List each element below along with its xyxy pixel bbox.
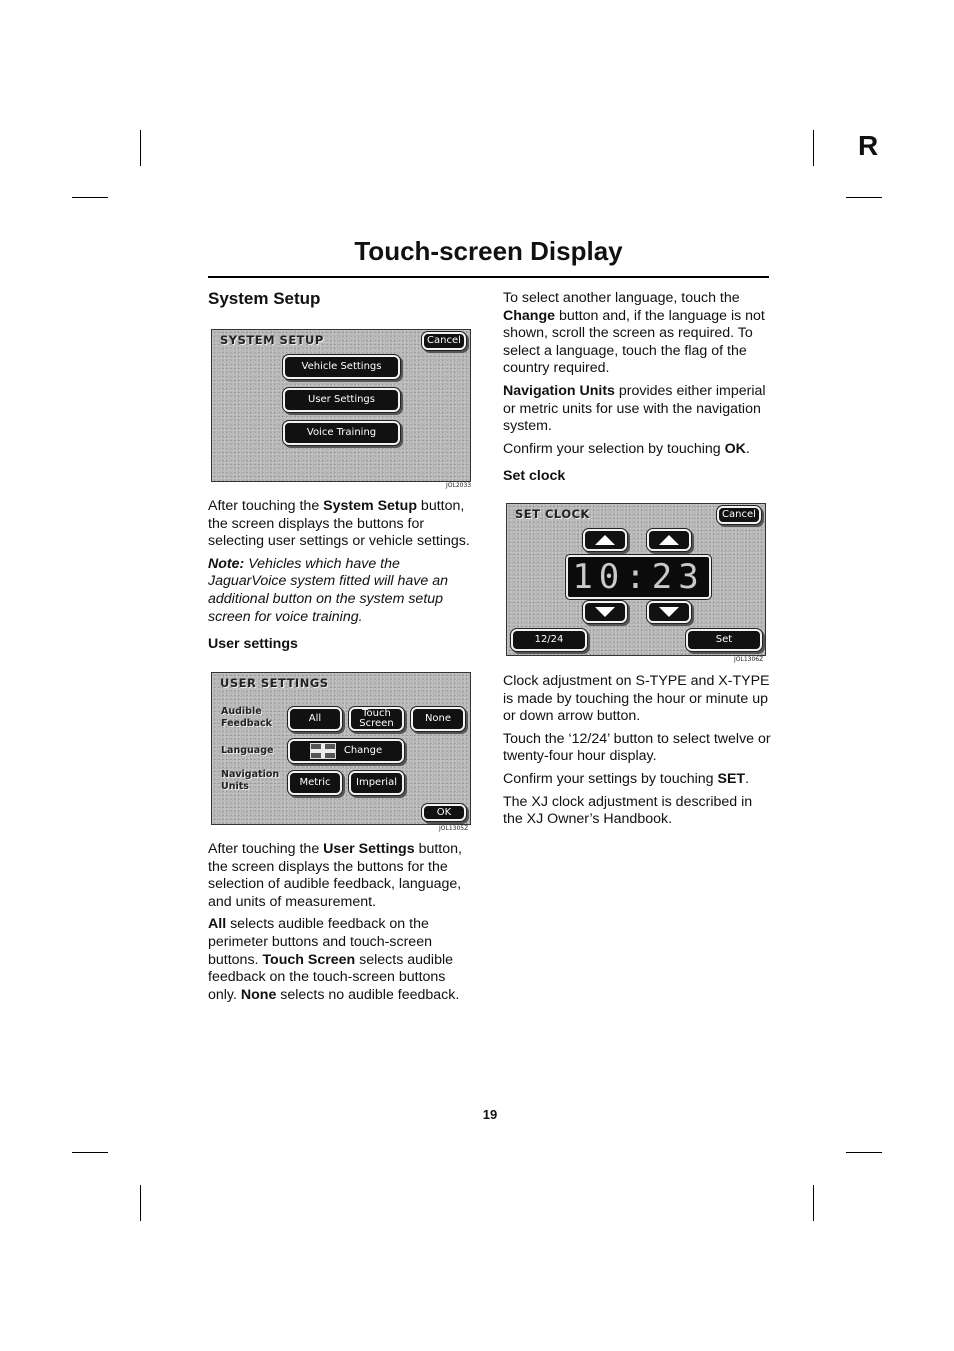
paragraph: The XJ clock adjustment is described in the XJ Owner’s Handbook. — [503, 793, 753, 828]
audible-feedback-label: Audible Feedback — [221, 706, 272, 729]
touch-screen-button[interactable]: Touch Screen — [349, 707, 404, 731]
paragraph — [503, 441, 769, 459]
figure-ref: JOL1305Z — [439, 825, 469, 832]
ok-button[interactable]: OK — [422, 804, 466, 821]
paragraph — [208, 498, 478, 551]
screen-title: SYSTEM SETUP — [220, 333, 324, 347]
clock-display: 10:23 — [566, 555, 711, 599]
page-number: 19 — [482, 1107, 498, 1122]
left-column-text-1 — [208, 498, 478, 659]
voice-training-button[interactable]: Voice Training — [283, 421, 400, 445]
text: button, the screen displays the buttons for the selection of audible feedback, language, and units of measurement. — [208, 841, 462, 910]
crop-mark — [846, 1152, 882, 1153]
text-bold: OK — [724, 440, 746, 457]
note — [208, 556, 478, 626]
screen-title: SET CLOCK — [515, 507, 590, 521]
text-bold: Navigation Units — [503, 382, 615, 399]
right-column-text-2 — [503, 673, 771, 834]
paragraph: Touch the ‘12/24’ button to select twelve or twenty-four hour display. — [503, 730, 771, 765]
hour-down-button[interactable] — [583, 601, 627, 623]
text: Confirm your settings by touching — [503, 770, 718, 787]
text: After touching the — [208, 841, 324, 857]
subheading-user-settings: User settings — [208, 636, 298, 653]
set-button[interactable]: Set — [686, 629, 762, 651]
text: button and, if the language is not shown, scroll the screen as required. To select a language, touch the flag of the country required. — [503, 307, 765, 377]
text: Confirm your selection by touching — [503, 440, 725, 457]
crop-mark — [813, 1185, 814, 1221]
figure-ref: JOL2033 — [446, 482, 472, 489]
change-label: Change — [343, 745, 383, 756]
system-setup-screen — [211, 329, 471, 482]
language-label: Language — [221, 745, 274, 756]
arrow-down-icon — [595, 607, 615, 617]
crop-mark — [846, 197, 882, 198]
crop-mark — [140, 1185, 141, 1221]
minute-up-button[interactable] — [647, 529, 691, 551]
left-column — [208, 290, 478, 308]
crop-mark — [140, 130, 141, 166]
vehicle-settings-button[interactable]: Vehicle Settings — [283, 355, 400, 379]
navigation-units-label: Navigation Units — [221, 769, 280, 792]
set-clock-screen — [506, 503, 766, 656]
note-text: Vehicles which have the JaguarVoice system fitted will have an additional button on the system setup screen for voice training. — [208, 555, 448, 625]
text: selects audible feedback on the touch-screen buttons only. — [208, 951, 453, 1003]
subheading-set-clock: Set clock — [503, 468, 566, 485]
crop-mark — [813, 130, 814, 166]
left-column-text-2 — [208, 841, 478, 1009]
arrow-up-icon — [659, 535, 679, 545]
cancel-button[interactable]: Cancel — [422, 332, 466, 350]
text: . — [745, 440, 750, 457]
screen-title: USER SETTINGS — [220, 676, 329, 690]
text: . — [745, 770, 750, 787]
text: To select another language, touch the — [503, 290, 740, 306]
section-letter: R — [858, 130, 879, 161]
12-24-button[interactable]: 12/24 — [511, 629, 587, 651]
none-button[interactable]: None — [411, 707, 465, 731]
change-language-button[interactable] — [288, 739, 404, 763]
user-settings-screen — [211, 672, 471, 825]
paragraph — [503, 290, 769, 378]
paragraph — [503, 383, 769, 436]
figure-ref: JOL1306Z — [734, 656, 764, 663]
page-title: Touch-screen Display — [354, 236, 623, 266]
arrow-down-icon — [659, 607, 679, 617]
user-settings-button[interactable]: User Settings — [283, 388, 400, 412]
note-label: Note: — [208, 555, 245, 572]
text-bold: SET — [717, 770, 746, 787]
union-flag-icon — [310, 743, 336, 759]
paragraph — [503, 771, 771, 789]
text: selects no audible feedback. — [276, 986, 460, 1003]
paragraph — [208, 916, 478, 1004]
text: selects audible feedback on the perimeter buttons and touch-screen buttons. — [208, 916, 432, 968]
cancel-button[interactable]: Cancel — [717, 506, 761, 524]
text-bold: Change — [503, 307, 556, 324]
paragraph — [208, 841, 478, 911]
all-button[interactable]: All — [288, 707, 342, 731]
arrow-up-icon — [595, 535, 615, 545]
text-bold: System Setup — [323, 498, 417, 514]
minute-down-button[interactable] — [647, 601, 691, 623]
imperial-button[interactable]: Imperial — [349, 771, 404, 795]
text: provides either imperial or metric units for use with the navigation system. — [503, 382, 766, 435]
crop-mark — [72, 197, 108, 198]
text: button, the screen displays the buttons for selecting user settings or vehicle settings. — [208, 498, 470, 550]
paragraph: Clock adjustment on S-TYPE and X-TYPE is made by touching the hour or minute up or down arrow button. — [503, 673, 770, 725]
text-bold: User Settings — [323, 841, 415, 857]
text: After touching the — [208, 498, 324, 514]
section-heading: System Setup — [208, 289, 321, 308]
hour-up-button[interactable] — [583, 529, 627, 551]
title-rule — [208, 276, 769, 278]
crop-mark — [72, 1152, 108, 1153]
text-bold: All — [208, 916, 227, 933]
text-bold: None — [240, 986, 277, 1003]
metric-button[interactable]: Metric — [288, 771, 342, 795]
right-column-text-1 — [503, 290, 769, 491]
text-bold: Touch Screen — [262, 951, 356, 968]
